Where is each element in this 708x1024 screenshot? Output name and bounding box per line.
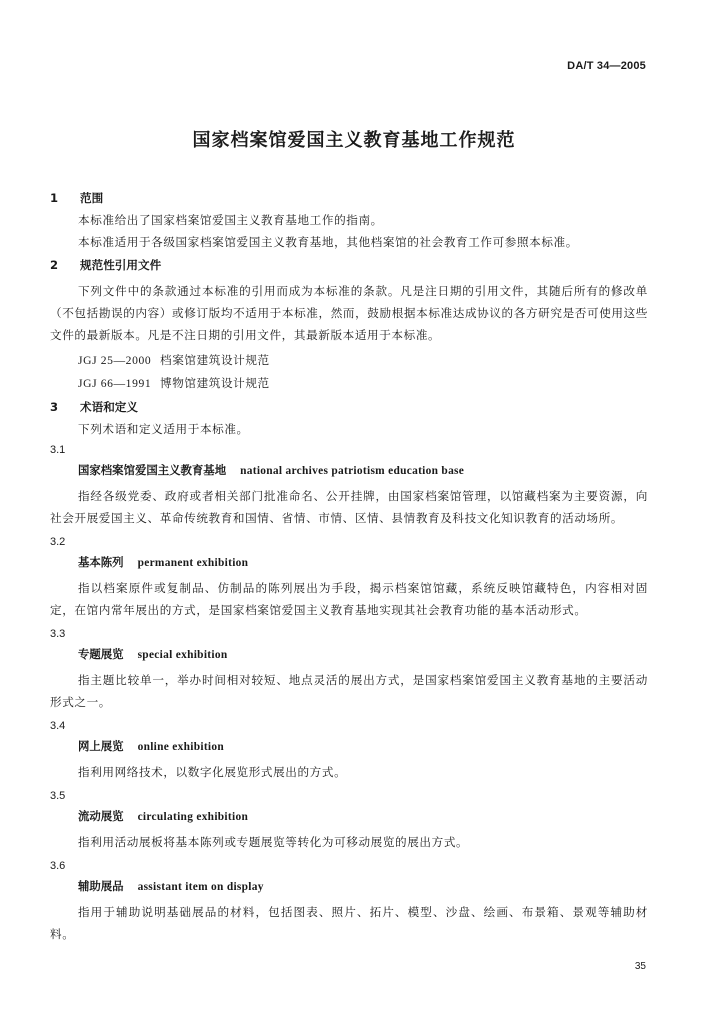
term-entry — [50, 739, 648, 754]
document-code: DA/T 34—2005 — [567, 60, 646, 72]
term-number: 3.6 — [50, 860, 66, 872]
section-number: 2 — [50, 258, 59, 272]
term-chinese: 专题展览 — [78, 647, 124, 661]
term-chinese: 基本陈列 — [78, 555, 124, 569]
paragraph: 下列文件中的条款通过本标准的引用而成为本标准的条款。凡是注日期的引用文件，其随后所有的修改单（不包括勘误的内容）或修订版均不适用于本标准，然而，鼓励根据本标准达成协议的各方研究是否可使用这些文件的最新版本。凡是不注日期的引用文件，其最新版本适用于本标准。 — [50, 284, 648, 342]
term-definition: 指经各级党委、政府或者相关部门批准命名、公开挂牌，由国家档案馆管理，以馆藏档案为主要资源，向社会开展爱国主义、革命传统教育和国情、省情、市情、区情、县情教育及科技文化知识教育的活动场所。 — [50, 489, 648, 525]
term-definition: 指利用活动展板将基本陈列或专题展览等转化为可移动展览的展出方式。 — [78, 835, 469, 849]
section-title: 范围 — [80, 191, 104, 205]
paragraph: 本标准适用于各级国家档案馆爱国主义教育基地，其他档案馆的社会教育工作可参照本标准。 — [78, 235, 578, 249]
paragraph: 本标准给出了国家档案馆爱国主义教育基地工作的指南。 — [78, 213, 383, 227]
section-2-heading — [50, 257, 648, 273]
section-number: 1 — [50, 191, 59, 205]
term-english: online exhibition — [137, 741, 225, 753]
term-chinese: 网上展览 — [78, 739, 124, 753]
term-number: 3.1 — [50, 444, 66, 456]
page-number: 35 — [634, 961, 646, 972]
term-number: 3.2 — [50, 536, 66, 548]
reference-code: JGJ 66—1991 — [78, 377, 152, 390]
term-number: 3.3 — [50, 628, 66, 640]
reference-title: 档案馆建筑设计规范 — [160, 353, 270, 367]
document-title: 国家档案馆爱国主义教育基地工作规范 — [192, 130, 516, 151]
term-definition: 指主题比较单一，举办时间相对较短、地点灵活的展出方式，是国家档案馆爱国主义教育基地的主要活动形式之一。 — [50, 673, 648, 709]
term-entry — [50, 879, 648, 894]
paragraph: 下列术语和定义适用于本标准。 — [78, 422, 249, 436]
term-definition: 指用于辅助说明基础展品的材料，包括图表、照片、拓片、模型、沙盘、绘画、布景箱、景观等辅助材料。 — [50, 905, 648, 941]
document-body — [50, 190, 648, 952]
term-entry — [50, 647, 648, 662]
term-definition: 指以档案原件或复制品、仿制品的陈列展出为手段，揭示档案馆馆藏，系统反映馆藏特色，内容相对固定，在馆内常年展出的方式，是国家档案馆爱国主义教育基地实现其社会教育功能的基本活动形式。 — [50, 581, 648, 617]
section-number: 3 — [50, 400, 59, 414]
section-title: 规范性引用文件 — [80, 258, 162, 272]
term-chinese: 国家档案馆爱国主义教育基地 — [78, 463, 227, 477]
normative-reference — [50, 376, 648, 391]
reference-title: 博物馆建筑设计规范 — [160, 376, 270, 390]
term-entry — [50, 463, 648, 478]
term-english: special exhibition — [137, 649, 228, 661]
term-chinese: 辅助展品 — [78, 879, 124, 893]
normative-reference — [50, 353, 648, 368]
term-number: 3.4 — [50, 720, 66, 732]
term-number: 3.5 — [50, 790, 66, 802]
section-3-heading — [50, 399, 648, 415]
term-english: assistant item on display — [137, 881, 264, 893]
term-english: permanent exhibition — [137, 557, 249, 569]
term-chinese: 流动展览 — [78, 809, 124, 823]
section-1-heading — [50, 190, 648, 206]
term-entry — [50, 555, 648, 570]
term-entry — [50, 809, 648, 824]
term-english: national archives patriotism education base — [240, 465, 465, 477]
term-definition: 指利用网络技术，以数字化展览形式展出的方式。 — [78, 765, 347, 779]
term-english: circulating exhibition — [137, 811, 249, 823]
section-title: 术语和定义 — [80, 400, 138, 414]
reference-code: JGJ 25—2000 — [78, 354, 152, 367]
